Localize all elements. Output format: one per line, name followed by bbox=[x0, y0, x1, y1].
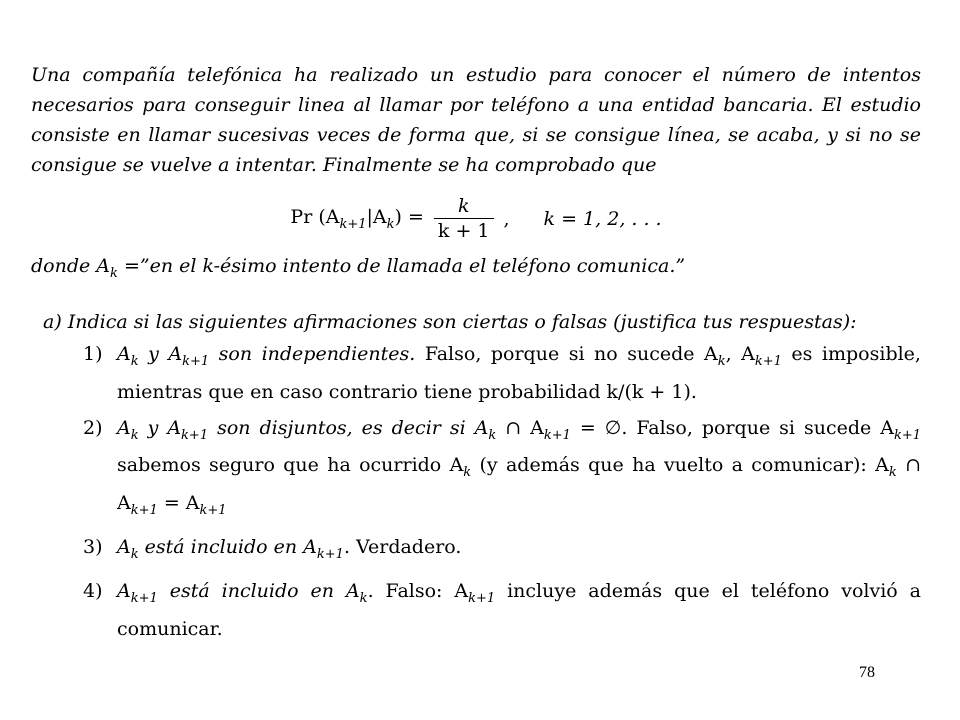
probability-formula bbox=[31, 194, 921, 243]
question-section bbox=[31, 307, 921, 644]
item-body: $A_k$ está incluido en $A_{k+1}$. Verdadero. bbox=[117, 535, 462, 562]
formula-fraction bbox=[434, 194, 494, 243]
section-title: a) Indica si las siguientes afirmaciones son ciertas o falsas (justifica tus respuestas): bbox=[43, 310, 857, 333]
fraction-denominator: k + 1 bbox=[434, 218, 494, 243]
item-label: 2) bbox=[83, 416, 103, 439]
formula-range: k = 1, 2, . . . bbox=[543, 207, 662, 230]
item-body: $A_{k+1}$ está incluido en $A_k$. Falso: $A_{k+1}$ incluye además que el teléfono volvió a comunicar. bbox=[117, 579, 921, 640]
list-item bbox=[83, 532, 921, 570]
item-label: 3) bbox=[83, 535, 103, 558]
page-number: 78 bbox=[859, 664, 875, 681]
document-page bbox=[31, 60, 921, 644]
item-label: 1) bbox=[83, 342, 103, 365]
list-item bbox=[83, 339, 921, 407]
list-item bbox=[83, 413, 921, 526]
item-body: $A_k$ y $A_{k+1}$ son independientes. Falso, porque si no sucede $A_k$, $A_{k+1}$ es imposible, mientras que en caso contrario tiene probabilidad k/(k + 1). bbox=[117, 342, 921, 403]
item-label: 4) bbox=[83, 579, 103, 602]
fraction-numerator: k bbox=[457, 195, 470, 217]
formula-comma: , bbox=[503, 207, 510, 230]
list-item bbox=[83, 576, 921, 644]
definition-line: donde $A_k$ =”en el k-ésimo intento de llamada el teléfono comunica.” bbox=[31, 255, 686, 281]
intro-paragraph: Una compañía telefónica ha realizado un estudio para conocer el número de intentos necesarios para conseguir linea al llamar por teléfono a una entidad bancaria. El estudio consiste en llamar sucesivas veces de forma que, si se consigue línea, se acaba, y si no se consigue se vuelve a intentar. Finalmente se ha comprobado que bbox=[31, 64, 921, 176]
formula-lhs: Pr $(A_{k+1}|A_k)$ = bbox=[290, 205, 424, 232]
item-body: $A_k$ y $A_{k+1}$ son disjuntos, es decir si $A_k$ ∩ $A_{k+1}$ = ∅. Falso, porque si sucede $A_{k+1}$ sabemos seguro que ha ocurrido $A_k$ (y además que ha vuelto a comunicar): $A_k$ ∩ $A_{k+1} = A_{k+1}$ bbox=[117, 416, 921, 518]
